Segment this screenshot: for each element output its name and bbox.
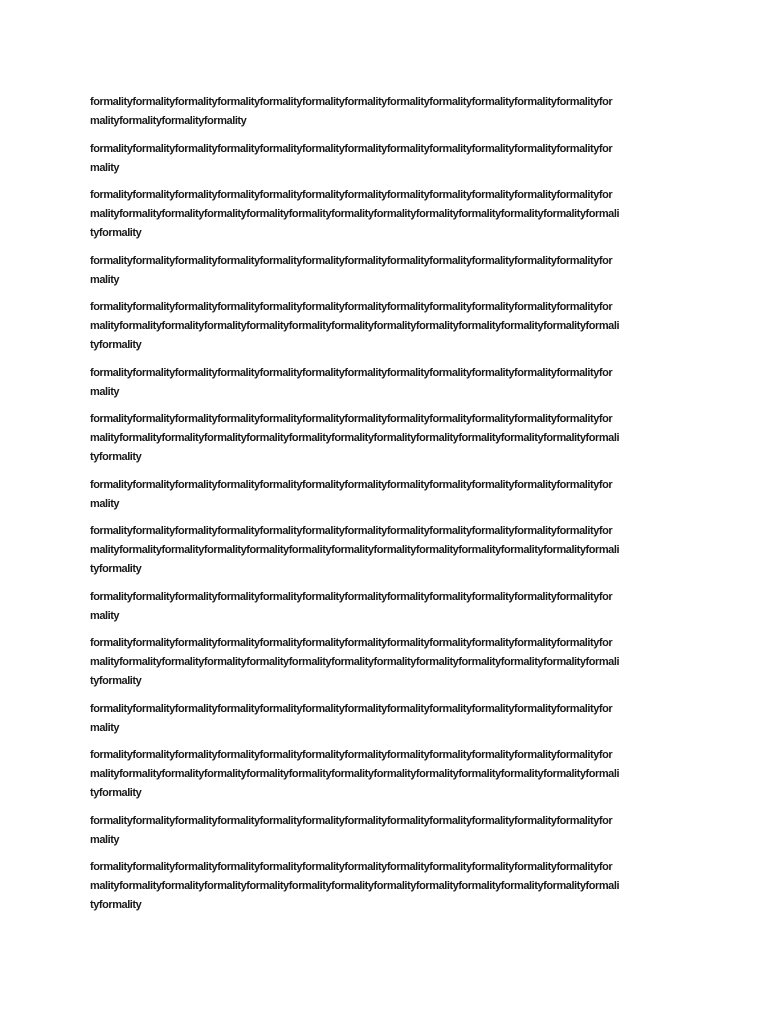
paragraph bbox=[90, 746, 682, 803]
text-line: tyformality bbox=[90, 675, 142, 687]
paragraph bbox=[90, 410, 682, 467]
paragraph bbox=[90, 186, 682, 243]
text-line: tyformality bbox=[90, 899, 142, 911]
text-line: tyformality bbox=[90, 339, 142, 351]
text-line: formalityformalityformalityformalityformalityformalityformalityformalityformalityformalityformalityformalityfor bbox=[90, 478, 613, 491]
paragraph bbox=[90, 588, 682, 626]
paragraph bbox=[90, 252, 682, 290]
text-line: malityformalityformalityformalityformalityformalityformalityformalityformalityformalityformalityformalityformali bbox=[90, 320, 620, 332]
text-line: malityformalityformalityformalityformalityformalityformalityformalityformalityformalityformalityformalityformali bbox=[90, 432, 620, 444]
paragraph bbox=[90, 93, 682, 131]
paragraph bbox=[90, 700, 682, 738]
paragraph bbox=[90, 476, 682, 514]
text-line: mality bbox=[90, 385, 120, 398]
text-line: mality bbox=[90, 497, 120, 510]
text-line: formalityformalityformalityformalityformalityformalityformalityformalityformalityformalityformalityformalityfor bbox=[90, 814, 613, 827]
text-line: malityformalityformalityformalityformalityformalityformalityformalityformalityformalityformalityformalityformali bbox=[90, 208, 620, 220]
text-line: tyformality bbox=[90, 451, 142, 463]
paragraph bbox=[90, 812, 682, 850]
text-line: tyformality bbox=[90, 563, 142, 575]
text-line: formalityformalityformalityformalityformalityformalityformalityformalityformalityformalityformalityformalityfor bbox=[90, 301, 613, 313]
text-line: formalityformalityformalityformalityformalityformalityformalityformalityformalityformalityformalityformalityfor bbox=[90, 637, 613, 649]
text-line: formalityformalityformalityformalityformalityformalityformalityformalityformalityformalityformalityformalityfor bbox=[90, 525, 613, 537]
text-line: tyformality bbox=[90, 227, 142, 239]
text-line: formalityformalityformalityformalityformalityformalityformalityformalityformalityformalityformalityformalityfor bbox=[90, 413, 613, 425]
text-line: malityformalityformalityformalityformalityformalityformalityformalityformalityformalityformalityformalityformali bbox=[90, 768, 620, 780]
paragraph bbox=[90, 522, 682, 579]
text-line: malityformalityformalityformalityformalityformalityformalityformalityformalityformalityformalityformalityformali bbox=[90, 880, 620, 892]
text-line: formalityformalityformalityformalityformalityformalityformalityformalityformalityformalityformalityformalityfor bbox=[90, 254, 613, 267]
text-line: formalityformalityformalityformalityformalityformalityformalityformalityformalityformalityformalityformalityfor bbox=[90, 749, 613, 761]
text-line: formalityformalityformalityformalityformalityformalityformalityformalityformalityformalityformalityformalityfor bbox=[90, 366, 613, 379]
text-line: formalityformalityformalityformalityformalityformalityformalityformalityformalityformalityformalityformalityfor bbox=[90, 590, 613, 603]
paragraph bbox=[90, 858, 682, 915]
text-line: formalityformalityformalityformalityformalityformalityformalityformalityformalityformalityformalityformalityfor bbox=[90, 96, 613, 108]
text-line: formalityformalityformalityformalityformalityformalityformalityformalityformalityformalityformalityformalityfor bbox=[90, 702, 613, 715]
text-line: mality bbox=[90, 273, 120, 286]
paragraph bbox=[90, 364, 682, 402]
text-line: formalityformalityformalityformalityformalityformalityformalityformalityformalityformalityformalityformalityfor bbox=[90, 861, 613, 873]
text-line: mality bbox=[90, 609, 120, 622]
text-line: formalityformalityformalityformalityformalityformalityformalityformalityformalityformalityformalityformalityfor bbox=[90, 189, 613, 201]
paragraph bbox=[90, 140, 682, 178]
text-line: malityformalityformalityformalityformalityformalityformalityformalityformalityformalityformalityformalityformali bbox=[90, 656, 620, 668]
text-line: formalityformalityformalityformalityformalityformalityformalityformalityformalityformalityformalityformalityfor bbox=[90, 142, 613, 155]
text-line: mality bbox=[90, 833, 120, 846]
document-body bbox=[90, 93, 682, 924]
paragraph bbox=[90, 298, 682, 355]
paragraph bbox=[90, 634, 682, 691]
text-line: mality bbox=[90, 721, 120, 734]
text-line: malityformalityformalityformalityformalityformalityformalityformalityformalityformalityformalityformalityformali bbox=[90, 544, 620, 556]
text-line: tyformality bbox=[90, 787, 142, 799]
text-line: malityformalityformalityformality bbox=[90, 115, 247, 127]
text-line: mality bbox=[90, 161, 120, 174]
